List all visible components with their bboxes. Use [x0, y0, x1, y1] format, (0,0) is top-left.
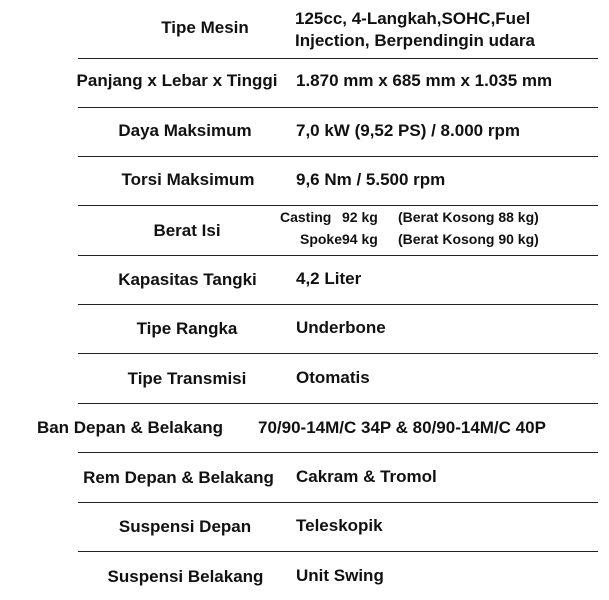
- row-divider: [78, 403, 598, 404]
- spec-value-rem: Cakram & Tromol: [296, 467, 437, 486]
- spec-value-transmisi: Otomatis: [296, 368, 370, 387]
- spec-label-suspensi-depan: Suspensi Depan: [118, 517, 252, 536]
- berat-casting-label: Casting: [280, 209, 332, 225]
- spec-value-daya: 7,0 kW (9,52 PS) / 8.000 rpm: [296, 121, 520, 140]
- spec-label-tangki: Kapasitas Tangki: [118, 270, 257, 289]
- berat-spoke-note: (Berat Kosong 90 kg): [398, 231, 539, 247]
- row-divider: [78, 304, 598, 305]
- spec-value-suspensi-depan: Teleskopik: [296, 516, 383, 535]
- spec-value-rangka: Underbone: [296, 318, 386, 337]
- spec-value-tipe-mesin: [295, 8, 535, 52]
- row-divider: [78, 156, 598, 157]
- berat-casting-line: [280, 206, 539, 228]
- row-divider: [78, 452, 598, 453]
- spec-label-transmisi: Tipe Transmisi: [127, 369, 247, 388]
- berat-spoke-label: Spoke: [299, 231, 342, 247]
- spec-label-berat: Berat Isi: [153, 221, 221, 240]
- berat-spoke-line: [280, 228, 539, 250]
- spec-label-suspensi-belakang: Suspensi Belakang: [107, 567, 264, 586]
- spec-label-dimensi: Panjang x Lebar x Tinggi: [76, 71, 278, 90]
- spec-value-ban: 70/90-14M/C 34P & 80/90-14M/C 40P: [258, 418, 546, 437]
- row-divider: [78, 551, 598, 552]
- spec-label-rangka: Tipe Rangka: [136, 319, 238, 338]
- row-divider: [78, 58, 598, 59]
- spec-label-torsi: Torsi Maksimum: [121, 170, 255, 189]
- spec-value-berat: [280, 206, 539, 250]
- spec-label-ban: Ban Depan & Belakang: [36, 418, 224, 437]
- spec-value-line: 125cc, 4-Langkah,SOHC,Fuel: [295, 9, 531, 28]
- spec-value-tangki: 4,2 Liter: [296, 269, 362, 288]
- row-divider: [78, 255, 598, 256]
- spec-value-suspensi-belakang: Unit Swing: [296, 566, 384, 585]
- berat-casting-value: 92 kg: [342, 209, 378, 225]
- row-divider: [78, 502, 598, 503]
- berat-casting-note: (Berat Kosong 88 kg): [398, 209, 539, 225]
- spec-label-daya: Daya Maksimum: [118, 121, 252, 140]
- spec-value-line: Injection, Berpendingin udara: [295, 31, 535, 50]
- spec-value-torsi: 9,6 Nm / 5.500 rpm: [296, 170, 446, 189]
- spec-label-tipe-mesin: Tipe Mesin: [161, 18, 249, 37]
- berat-spoke-value: 94 kg: [342, 231, 378, 247]
- spec-label-rem: Rem Depan & Belakang: [83, 468, 274, 487]
- row-divider: [78, 353, 598, 354]
- spec-value-dimensi: 1.870 mm x 685 mm x 1.035 mm: [296, 71, 553, 90]
- row-divider: [78, 107, 598, 108]
